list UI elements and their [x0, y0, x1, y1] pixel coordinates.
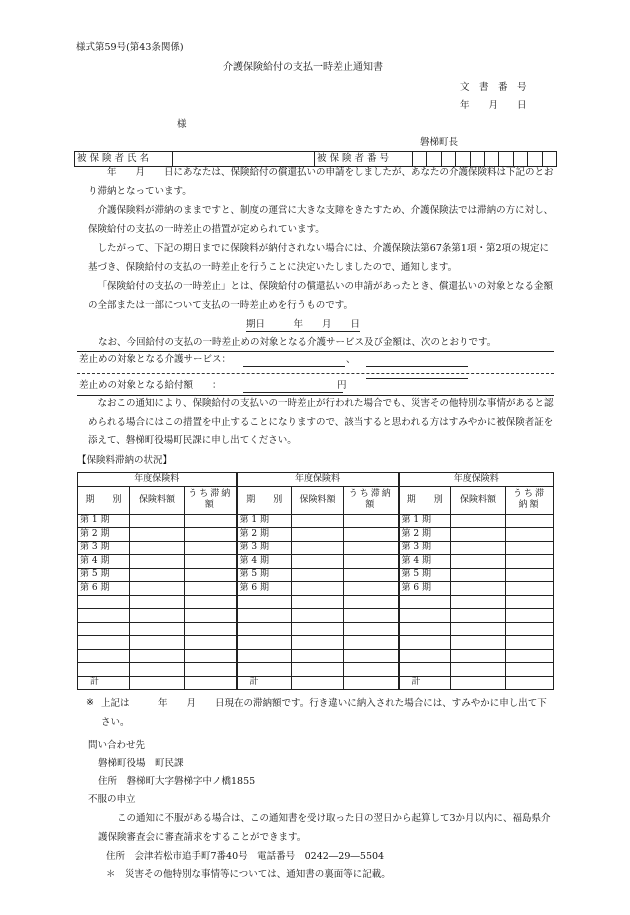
appeal-text: この通知に不服がある場合は、この通知書を受け取った日の翌日から起算して3か月以内に、福島県介護保険審査会に審査請求をすることができます。 [98, 813, 551, 843]
overdue-amount-cell [344, 568, 399, 582]
contact-heading: 問い合わせ先 [88, 740, 146, 751]
contact-office: 磐梯町役場 町民課 [98, 758, 184, 769]
overdue-amount-cell [185, 541, 237, 555]
premium-amount-cell [292, 649, 344, 663]
insured-number-label: 被保険者番号 [315, 152, 413, 167]
premium-amount-cell [130, 636, 185, 650]
contact-address: 住所 磐梯町大字磐梯字中ノ橋1855 [98, 776, 256, 787]
overdue-amount-cell [344, 595, 399, 609]
paragraph-overdue-consequence: 介護保険料が滞納のままですと、制度の運営に大きな支障をきたすため、介護保険法では滞納の方に対し、保険給付の支払の一時差止の措置が定められています。 [88, 205, 554, 235]
period-cell: 第 1 期 [399, 514, 451, 528]
table-row [78, 622, 554, 636]
premium-amount-cell [451, 568, 506, 582]
table-row [78, 528, 554, 542]
premium-amount-cell [451, 555, 506, 569]
premium-amount-cell [292, 636, 344, 650]
overdue-column-header: うち滞納額 [506, 486, 554, 514]
premium-amount-cell [130, 663, 185, 677]
overdue-amount-cell [344, 528, 399, 542]
premium-amount-cell [130, 649, 185, 663]
overdue-amount-cell [344, 609, 399, 623]
period-column-header: 期 別 [78, 486, 130, 514]
note-text: 上記は 年 月 日現在の滞納額です。行き違いに納入された場合には、すみやかに申し出て下さい。 [101, 698, 547, 728]
fiscal-year-header: 年度保険料 [237, 473, 399, 487]
addressee-suffix: 様 [177, 119, 187, 130]
period-cell: 第 4 期 [237, 555, 292, 569]
target-box-divider [77, 373, 554, 374]
overdue-amount-cell [506, 514, 554, 528]
overdue-column-header: うち滞納額 [344, 486, 399, 514]
period-cell: 第 6 期 [399, 582, 451, 596]
period-cell: 第 1 期 [78, 514, 130, 528]
overdue-amount-cell [344, 649, 399, 663]
overdue-amount-cell [185, 582, 237, 596]
premium-amount-cell [130, 595, 185, 609]
table-row [78, 595, 554, 609]
overdue-amount-cell [506, 568, 554, 582]
document-number-label: 文 書 番 号 [460, 82, 527, 93]
period-cell: 第 5 期 [78, 568, 130, 582]
premium-amount-cell [451, 595, 506, 609]
premium-column-header: 保険料額 [451, 486, 506, 514]
overdue-amount-cell [506, 595, 554, 609]
premium-amount-cell [292, 514, 344, 528]
table-row [78, 636, 554, 650]
premium-amount-cell [451, 528, 506, 542]
premium-amount-cell [130, 568, 185, 582]
period-cell: 第 6 期 [237, 582, 292, 596]
table-row [78, 609, 554, 623]
overdue-amount-cell [506, 609, 554, 623]
amount-unit: 円 [337, 380, 347, 391]
period-cell: 第 3 期 [399, 541, 451, 555]
premium-amount-cell [451, 622, 506, 636]
paragraph-exception: なおこの通知により、保険給付の支払いの一時差止が行われた場合でも、災害その他特別な事情があると認められる場合にはこの措置を中止することになりますので、該当すると思われる方はすみやかに被保険者証を添えて、磐梯町役場町民課に申し出てください。 [88, 398, 554, 446]
total-label: 計 [237, 676, 292, 690]
overdue-amount-cell [344, 636, 399, 650]
service-separator: 、 [346, 354, 356, 365]
overdue-amount-cell [506, 582, 554, 596]
period-cell: 第 5 期 [399, 568, 451, 582]
paragraph-application: 年 月 日にあなたは、保険給付の償還払いの申請をしましたが、あなたの介護保険料は下記のとおり滞納となっています。 [88, 167, 554, 197]
premium-amount-cell [292, 528, 344, 542]
amount-blank [243, 392, 343, 393]
premium-amount-cell [292, 582, 344, 596]
overdue-amount-cell [185, 663, 237, 677]
period-cell [237, 622, 292, 636]
appeal-address: 住所 会津若松市追手町7番40号 電話番号 0242―29―5504 [106, 851, 385, 862]
overdue-amount-cell [506, 636, 554, 650]
overdue-amount-cell [185, 595, 237, 609]
note-mark: ※ [86, 697, 94, 708]
paragraph-decision: したがって、下記の期日までに保険料が納付されない場合には、介護保険法第67条第1項・第2項の規定に基づき、保険給付の支払の一時差止を行うことに決定いたしましたので、通知します。 [88, 243, 549, 273]
overdue-column-header: うち滞納額 [185, 486, 237, 514]
appeal-heading: 不服の申立 [88, 794, 136, 805]
total-overdue-cell [185, 676, 237, 690]
premium-amount-cell [292, 663, 344, 677]
premium-column-header: 保険料額 [130, 486, 185, 514]
premium-column-header: 保険料額 [292, 486, 344, 514]
premium-amount-cell [130, 514, 185, 528]
amount-label: 差止めの対象となる給付額 ： [79, 380, 222, 391]
overdue-amount-cell [506, 622, 554, 636]
total-label: 計 [78, 676, 130, 690]
premium-amount-cell [292, 622, 344, 636]
premium-amount-cell [292, 609, 344, 623]
table-row [78, 514, 554, 528]
premium-amount-cell [130, 582, 185, 596]
target-box-top-border [77, 351, 554, 352]
overdue-amount-cell [344, 622, 399, 636]
period-cell [399, 663, 451, 677]
period-column-header: 期 別 [237, 486, 292, 514]
form-number: 様式第59号(第43条関係) [76, 42, 184, 53]
overdue-amount-cell [344, 582, 399, 596]
period-cell: 第 3 期 [78, 541, 130, 555]
period-cell: 第 2 期 [399, 528, 451, 542]
service-blank-1 [243, 366, 345, 367]
premium-amount-cell [292, 595, 344, 609]
overdue-amount-cell [185, 528, 237, 542]
premium-amount-cell [451, 663, 506, 677]
premium-amount-cell [451, 609, 506, 623]
overdue-amount-cell [344, 514, 399, 528]
period-cell [399, 636, 451, 650]
premium-amount-cell [130, 528, 185, 542]
period-cell: 第 4 期 [78, 555, 130, 569]
overdue-amount-cell [506, 555, 554, 569]
document-date-label: 年 月 日 [460, 100, 527, 111]
period-cell [237, 609, 292, 623]
period-cell: 第 3 期 [237, 541, 292, 555]
fiscal-year-header: 年度保険料 [399, 473, 554, 487]
premium-amount-cell [130, 609, 185, 623]
document-title: 介護保険給付の支払一時差止通知書 [223, 62, 383, 73]
service-label: 差止めの対象となる介護サービス： [79, 354, 232, 365]
overdue-amount-cell [185, 555, 237, 569]
total-premium-cell [292, 676, 344, 690]
overdue-amount-cell [344, 541, 399, 555]
overdue-amount-cell [185, 609, 237, 623]
period-cell [399, 622, 451, 636]
premium-amount-cell [451, 582, 506, 596]
paragraph-target-intro: なお、今回給付の支払の一時差止めの対象となる介護サービス及び金額は、次のとおりです。 [98, 337, 497, 348]
total-label: 計 [399, 676, 451, 690]
period-cell [237, 649, 292, 663]
arrears-table [77, 472, 554, 690]
table-row [78, 541, 554, 555]
insured-name-label: 被保険者氏名 [75, 152, 173, 167]
table-row [78, 555, 554, 569]
premium-amount-cell [451, 636, 506, 650]
period-cell [399, 609, 451, 623]
period-cell [237, 595, 292, 609]
period-cell: 第 4 期 [399, 555, 451, 569]
period-cell [237, 663, 292, 677]
premium-amount-cell [130, 555, 185, 569]
premium-amount-cell [130, 622, 185, 636]
table-row [78, 582, 554, 596]
premium-amount-cell [130, 541, 185, 555]
total-overdue-cell [344, 676, 399, 690]
table-row [78, 568, 554, 582]
premium-amount-cell [292, 568, 344, 582]
issuer-name: 磐梯町長 [420, 137, 459, 148]
period-cell [78, 663, 130, 677]
overdue-amount-cell [344, 555, 399, 569]
overdue-amount-cell [185, 649, 237, 663]
total-premium-cell [130, 676, 185, 690]
overdue-amount-cell [506, 649, 554, 663]
period-cell [78, 595, 130, 609]
period-cell [237, 636, 292, 650]
overdue-amount-cell [185, 514, 237, 528]
arrears-section-title: 【保険料滞納の状況】 [77, 455, 173, 466]
premium-amount-cell [451, 649, 506, 663]
period-column-header: 期 別 [399, 486, 451, 514]
premium-amount-cell [292, 555, 344, 569]
period-cell: 第 2 期 [78, 528, 130, 542]
overdue-amount-cell [185, 622, 237, 636]
deadline-line: 期日 年 月 日 [246, 319, 360, 332]
table-row [78, 663, 554, 677]
period-cell [78, 622, 130, 636]
premium-amount-cell [451, 541, 506, 555]
overdue-amount-cell [506, 663, 554, 677]
overdue-amount-cell [506, 528, 554, 542]
period-cell: 第 1 期 [237, 514, 292, 528]
period-cell: 第 6 期 [78, 582, 130, 596]
premium-amount-cell [292, 541, 344, 555]
overdue-amount-cell [344, 663, 399, 677]
period-cell: 第 5 期 [237, 568, 292, 582]
period-cell [399, 649, 451, 663]
period-cell: 第 2 期 [237, 528, 292, 542]
overdue-amount-cell [185, 568, 237, 582]
disaster-note: ＊ 災害その他特別な事情等については、通知書の裏面等に記載。 [106, 869, 391, 880]
total-overdue-cell [506, 676, 554, 690]
fiscal-year-header: 年度保険料 [78, 473, 237, 487]
period-cell [78, 649, 130, 663]
premium-amount-cell [451, 514, 506, 528]
total-premium-cell [451, 676, 506, 690]
paragraph-definition: 「保険給付の支払の一時差止」とは、保険給付の償還払いの申請があったとき、償還払いの対象となる金額の全部または一部について支払の一時差止めを行うものです。 [88, 281, 554, 311]
service-blank-3 [366, 378, 468, 379]
period-cell [78, 636, 130, 650]
period-cell [78, 609, 130, 623]
period-cell [399, 595, 451, 609]
overdue-amount-cell [185, 636, 237, 650]
overdue-amount-cell [506, 541, 554, 555]
table-row [78, 649, 554, 663]
service-blank-2 [366, 366, 468, 367]
